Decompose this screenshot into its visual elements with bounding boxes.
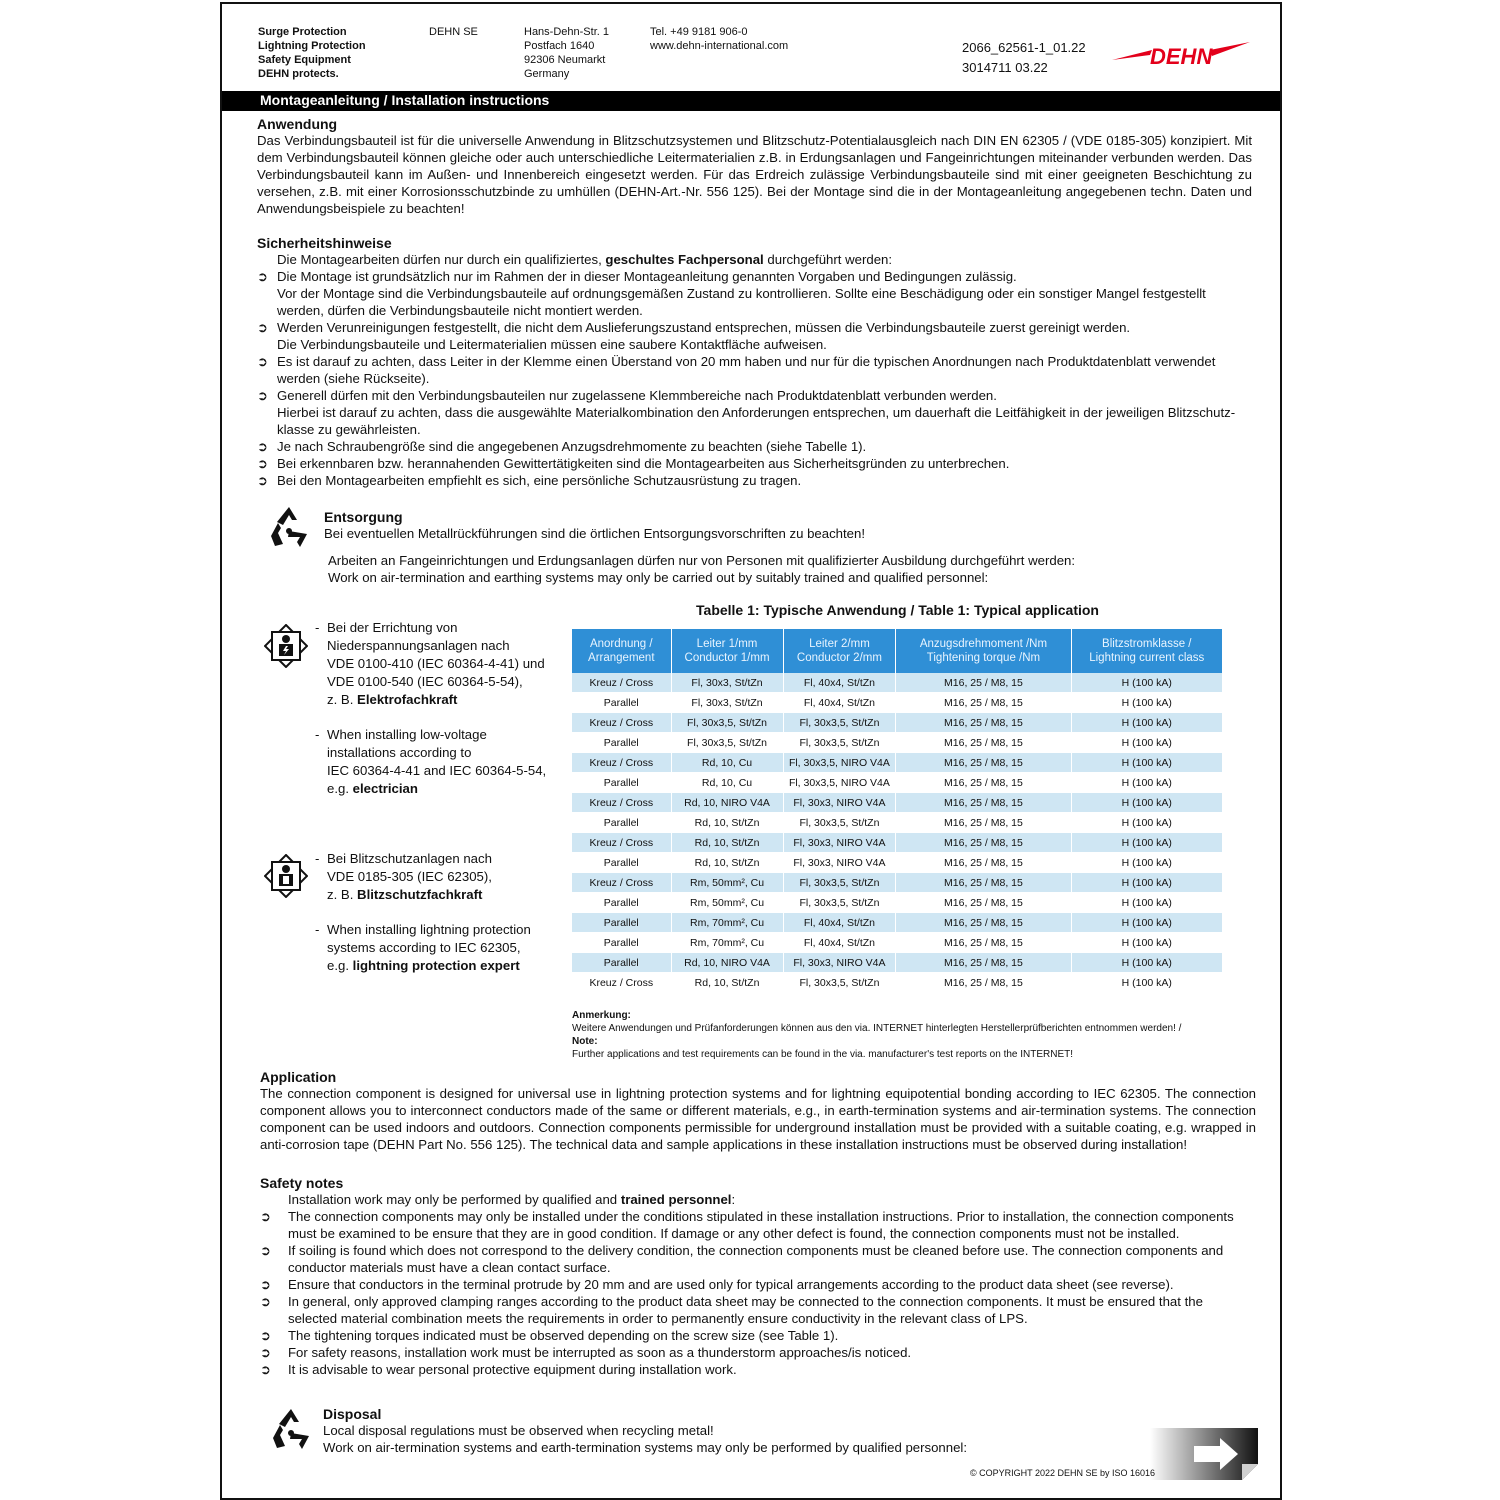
table-row (572, 953, 1223, 973)
table-cell: Rd, 10, NIRO V4A (671, 953, 783, 973)
header-tagline (258, 25, 366, 81)
header-line: Conductor 1/mm (684, 652, 770, 664)
table-cell: Parallel (572, 813, 671, 833)
de-safety-section (257, 235, 1252, 489)
arrow-bullet-icon: ➲ (257, 269, 268, 284)
table-cell: Fl, 30x3, NIRO V4A (783, 793, 896, 813)
header-line: Lightning current class (1089, 652, 1205, 664)
list-item (257, 387, 1252, 404)
address-line: Hans-Dehn-Str. 1 (524, 26, 609, 38)
table-cell: Kreuz / Cross (572, 793, 671, 813)
list-item (257, 319, 1252, 336)
table-cell: M16, 25 / M8, 15 (896, 673, 1071, 693)
table-cell: Parallel (572, 913, 671, 933)
arrow-bullet-icon: ➲ (260, 1294, 271, 1309)
personnel-line: Bei der Errichtung von (327, 620, 458, 635)
table-cell: H (100 kA) (1071, 913, 1222, 933)
en-disposal-section (323, 1406, 1143, 1456)
table-cell: Rd, 10, St/tZn (671, 813, 783, 833)
table-row (572, 773, 1223, 793)
arrow-bullet-icon: ➲ (257, 456, 268, 471)
logo-swoosh-right (1210, 42, 1250, 56)
table-cell: H (100 kA) (1071, 693, 1222, 713)
table-row (572, 793, 1223, 813)
table-row (572, 873, 1223, 893)
table-cell: Fl, 30x3,5, St/tZn (783, 873, 896, 893)
table-cell: Parallel (572, 893, 671, 913)
table-cell: Fl, 30x3,5, St/tZn (671, 733, 783, 753)
table-cell: Parallel (572, 733, 671, 753)
contact-web: www.dehn-international.com (650, 40, 789, 52)
tagline-line: DEHN protects. (258, 68, 339, 80)
application-table (572, 629, 1223, 993)
dash: - (315, 851, 320, 866)
table-cell: Kreuz / Cross (572, 873, 671, 893)
en-disposal-text: Local disposal regulations must be observed when recycling metal! (323, 1423, 714, 1438)
en-safety-section (260, 1175, 1256, 1378)
title-bar-text: Montageanleitung / Installation instructions (260, 92, 550, 108)
dehn-logo (1112, 34, 1252, 74)
table-row (572, 913, 1223, 933)
list-item (257, 336, 1252, 353)
logo-swoosh-left (1112, 50, 1152, 60)
table-cell: M16, 25 / M8, 15 (896, 973, 1071, 993)
table-cell: M16, 25 / M8, 15 (896, 713, 1071, 733)
address-line: 92306 Neumarkt (524, 54, 606, 66)
table-row (572, 973, 1223, 993)
arrow-bullet-icon: ➲ (257, 439, 268, 454)
contact-phone: Tel. +49 9181 906-0 (650, 26, 748, 38)
table-cell: Fl, 30x3,5, St/tZn (783, 713, 896, 733)
table-cell: M16, 25 / M8, 15 (896, 833, 1071, 853)
list-item-text: Je nach Schraubengröße sind die angegebenen Anzugsdrehmomente zu beachten (siehe Tabelle 1). (277, 439, 867, 454)
header-contact (650, 25, 788, 53)
table-cell: Fl, 40x4, St/tZn (783, 933, 896, 953)
list-item (257, 268, 1252, 285)
table-row (572, 753, 1223, 773)
logo-text: DEHN (1150, 44, 1213, 69)
de-application-heading: Anwendung (257, 116, 338, 132)
table-cell: Fl, 30x3, St/tZn (671, 693, 783, 713)
table-cell: Fl, 40x4, St/tZn (783, 913, 896, 933)
role-bold: Blitzschutzfachkraft (357, 887, 483, 902)
note-text: Weitere Anwendungen und Prüfanforderungen können aus den via. INTERNET hinterlegten Herstellerprüfberichten entnommen werden! / (572, 1023, 1182, 1034)
en-safety-heading: Safety notes (260, 1175, 344, 1191)
arrow-bullet-icon: ➲ (257, 354, 268, 369)
table-cell: Fl, 40x4, St/tZn (783, 673, 896, 693)
table-row (572, 713, 1223, 733)
header-line: Arrangement (588, 652, 655, 664)
role-bold: electrician (352, 781, 418, 796)
personnel-line: VDE 0185-305 (IEC 62305), (327, 869, 492, 884)
personnel-line: Bei Blitzschutzanlagen nach (327, 851, 492, 866)
doc-code: 3014711 03.22 (962, 60, 1048, 75)
table-cell: M16, 25 / M8, 15 (896, 933, 1071, 953)
table-cell: H (100 kA) (1071, 673, 1222, 693)
table-cell: Kreuz / Cross (572, 833, 671, 853)
dash: - (315, 727, 320, 742)
list-item (257, 404, 1252, 438)
table-cell: Kreuz / Cross (572, 713, 671, 733)
de-application-section (257, 116, 1252, 217)
table-row (572, 933, 1223, 953)
table-cell: Fl, 30x3,5, St/tZn (671, 713, 783, 733)
table-cell: M16, 25 / M8, 15 (896, 793, 1071, 813)
header-company: DEHN SE (429, 26, 478, 38)
en-application-heading: Application (260, 1069, 337, 1085)
table-cell: H (100 kA) (1071, 733, 1222, 753)
header-line: Tightening torque /Nm (926, 652, 1041, 664)
list-item-text: Generell dürfen mit den Verbindungsbauteilen nur zugelassene Klemmbereiche nach Produktdatenblatt verbunden werden. (277, 388, 997, 403)
en-qualified-note: Work on air-termination systems and earth-termination systems may only be performed by qualified personnel: (323, 1440, 968, 1455)
personnel-text (327, 850, 492, 904)
personnel-line: installations according to (327, 745, 472, 760)
table-cell: Fl, 30x3, NIRO V4A (783, 853, 896, 873)
personnel-line: When installing low-voltage (327, 727, 487, 742)
header-line: Conductor 2/mm (796, 652, 882, 664)
table-cell: H (100 kA) (1071, 773, 1222, 793)
table-cell: Fl, 30x3, NIRO V4A (783, 833, 896, 853)
table-cell: M16, 25 / M8, 15 (896, 753, 1071, 773)
arrow-bullet-icon: ➲ (257, 473, 268, 488)
list-item-text: Die Verbindungsbauteile und Leitermaterialien müssen eine saubere Kontaktfläche aufweisen. (277, 337, 827, 352)
personnel-block-de-1 (315, 619, 555, 709)
table-cell: Kreuz / Cross (572, 753, 671, 773)
personnel-text (327, 726, 546, 798)
table-cell: H (100 kA) (1071, 933, 1222, 953)
header-line: Blitzstromklasse / (1102, 638, 1192, 650)
table-cell: M16, 25 / M8, 15 (896, 693, 1071, 713)
table-cell: H (100 kA) (1071, 853, 1222, 873)
table-row (572, 853, 1223, 873)
de-application-text: Das Verbindungsbauteil ist für die universelle Anwendung in Blitzschutzsystemen und Blitzschutz-Potentialausgleich nach DIN EN 62305 / (VDE 0185-305) konzipiert. Mit dem Verbindungsbauteil können gleiche oder auch unterschiedliche Leitermaterialien z.B. in Erdungsanlagen und Fangeinrichtungen miteinander verbunden werden. Das Verbindungsbauteil kann im Außen- und Innenbereich eingesetzt werden. Für das Erdreich zulässige Verbindungsbauteile sind mit einer geeigneten Beschichtung zu versehen, z.B. mit einer Korrosionsschutzbinde zu umhüllen (DEHN-Art.-Nr. 556 125). Bei der Montage sind die in der Montageanleitung angegebenen techn. Daten und Anwendungsbeispiele zu beachten! (257, 133, 1252, 216)
arrow-bullet-icon: ➲ (260, 1345, 271, 1360)
table-header-cell (783, 629, 896, 673)
table-cell: M16, 25 / M8, 15 (896, 873, 1071, 893)
header-line: Leiter 1/mm (696, 638, 758, 650)
prefix: z. B. (327, 692, 358, 707)
intro-bold: trained personnel (620, 1192, 732, 1207)
list-item (260, 1293, 1236, 1327)
list-item-text: Werden Verunreinigungen festgestellt, die nicht dem Auslieferungszustand entsprechen, müssen die Verbindungsbauteile zuerst gereinigt werden. (277, 320, 1131, 335)
document-page (220, 2, 1282, 1500)
table-row (572, 813, 1223, 833)
table-cell: Parallel (572, 933, 671, 953)
table-cell: Rm, 70mm², Cu (671, 933, 783, 953)
personnel-line: VDE 0100-410 (IEC 60364-4-41) und (327, 656, 545, 671)
list-item (260, 1276, 1236, 1293)
de-safety-heading: Sicherheitshinweise (257, 235, 392, 251)
table-cell: Parallel (572, 853, 671, 873)
table-cell: M16, 25 / M8, 15 (896, 893, 1071, 913)
table-cell: Parallel (572, 953, 671, 973)
arrow-bullet-icon: ➲ (260, 1243, 271, 1258)
table-header-cell (572, 629, 671, 673)
table-title: Tabelle 1: Typische Anwendung / Table 1: Typical application (696, 602, 1099, 618)
recycle-icon (266, 504, 312, 550)
personnel-line: systems according to IEC 62305, (327, 940, 521, 955)
table-cell: Parallel (572, 773, 671, 793)
list-item (257, 438, 1252, 455)
list-item (260, 1344, 1236, 1361)
arrow-bullet-icon: ➲ (260, 1277, 271, 1292)
title-bar (222, 91, 1280, 111)
table-cell: Rm, 50mm², Cu (671, 873, 783, 893)
table-cell: H (100 kA) (1071, 753, 1222, 773)
table-row (572, 893, 1223, 913)
table-cell: H (100 kA) (1071, 833, 1222, 853)
table-cell: Fl, 30x3,5, St/tZn (783, 733, 896, 753)
tagline-line: Safety Equipment (258, 54, 351, 66)
prefix: e.g. (327, 958, 353, 973)
list-item-text: For safety reasons, installation work must be interrupted as soon as a thunderstorm approaches/is noticed. (288, 1345, 912, 1360)
electrician-icon (264, 624, 308, 668)
personnel-text (327, 921, 531, 975)
de-safety-intro (257, 251, 1252, 268)
table-cell: Fl, 30x3,5, NIRO V4A (783, 773, 896, 793)
table-cell: Fl, 30x3,5, St/tZn (783, 973, 896, 993)
de-disposal-heading: Entsorgung (324, 509, 403, 525)
table-cell: H (100 kA) (1071, 793, 1222, 813)
table-cell: H (100 kA) (1071, 973, 1222, 993)
table-cell: Fl, 30x3,5, NIRO V4A (783, 753, 896, 773)
personnel-line: When installing lightning protection (327, 922, 531, 937)
table-header-row (572, 629, 1223, 673)
application-table-wrap (572, 629, 1223, 993)
table-cell: M16, 25 / M8, 15 (896, 773, 1071, 793)
dash: - (315, 922, 320, 937)
table-cell: Kreuz / Cross (572, 973, 671, 993)
table-cell: Rd, 10, St/tZn (671, 853, 783, 873)
table-cell: Rd, 10, Cu (671, 773, 783, 793)
list-item-text: The tightening torques indicated must be observed depending on the screw size (see Table 1). (288, 1328, 839, 1343)
list-item-text: The connection components may only be installed under the conditions stipulated in these installation instructions. Prior to installation, the connection components must be examined to be ensure that they are in good condition. If damage or any other defect is found, the connection components must not be installed. (288, 1209, 1234, 1241)
table-header-cell (1071, 629, 1222, 673)
list-item (257, 285, 1252, 319)
arrow-bullet-icon: ➲ (260, 1328, 271, 1343)
intro-text: : (731, 1192, 736, 1207)
arrow-bullet-icon: ➲ (257, 320, 268, 335)
role-bold: lightning protection expert (352, 958, 520, 973)
list-item-text: It is advisable to wear personal protective equipment during installation work. (288, 1362, 737, 1377)
list-item (260, 1242, 1236, 1276)
list-item (257, 353, 1252, 387)
list-item-text: Bei erkennbaren bzw. herannahenden Gewittertätigkeiten sind die Montagearbeiten aus Sicherheitsgründen zu unterbrechen. (277, 456, 1010, 471)
intro-text: durchgeführt werden: (763, 252, 893, 267)
en-disposal-heading: Disposal (323, 1406, 382, 1422)
table-cell: Rd, 10, St/tZn (671, 973, 783, 993)
list-item-text: If soiling is found which does not correspond to the delivery condition, the connection components must be cleaned before use. The connection components and conductor materials must have a clean contact surface. (288, 1243, 1224, 1275)
table-cell: H (100 kA) (1071, 813, 1222, 833)
table-cell: Parallel (572, 693, 671, 713)
personnel-line: Niederspannungsanlagen nach (327, 638, 510, 653)
list-item-text: In general, only approved clamping ranges according to the product data sheet may be connected to the connection components. It must be ensured that the selected material combination meets the requirements in order to permanently ensure conductivity in the relevant class of LPS. (288, 1294, 1203, 1326)
intro-text: Die Montagearbeiten dürfen nur durch ein qualifiziertes, (277, 252, 606, 267)
arrow-bullet-icon: ➲ (260, 1209, 271, 1224)
page-turn-arrow-icon (1150, 1424, 1258, 1480)
en-safety-intro (260, 1191, 1256, 1208)
en-application-section (260, 1069, 1256, 1153)
qualified-note-en: Work on air-termination and earthing systems may only be carried out by suitably trained and qualified personnel: (328, 570, 989, 585)
arrow-bullet-icon: ➲ (257, 388, 268, 403)
table-row (572, 833, 1223, 853)
personnel-text (327, 619, 545, 709)
header-line: Leiter 2/mm (809, 638, 870, 650)
table-header-cell (671, 629, 783, 673)
note-label: Note: (572, 1036, 598, 1047)
table-cell: Fl, 30x3, NIRO V4A (783, 953, 896, 973)
en-application-text: The connection component is designed for universal use in lightning protection systems and for lightning equipotential bonding according to IEC 62305. The connection component allows you to interconnect conductors made of the same or different materials, e.g., in earth-termination systems and air-termination systems. The connection component can be used indoors and outdoors. Connection components permissible for underground installation must be provided with a suitable coating, e.g. wrapped in anti-corrosion tape (DEHN Part No. 556 125). The technical data and sample applications in these installation instructions must be observed during installation! (260, 1086, 1256, 1152)
address-line: Postfach 1640 (524, 40, 595, 52)
header-address (524, 25, 609, 81)
table-cell: H (100 kA) (1071, 893, 1222, 913)
header-line: Anordnung / (589, 638, 653, 650)
table-cell: Rd, 10, Cu (671, 753, 783, 773)
list-item-text: Hierbei ist darauf zu achten, dass die ausgewählte Materialkombination den Anforderungen entsprechen, um dauerhaft die Leitfähigkeit in der jeweiligen Blitzschutz-klasse zu gewährleisten. (277, 405, 1236, 437)
recycle-icon (268, 1406, 314, 1452)
prefix: e.g. (327, 781, 353, 796)
table-cell: Rd, 10, St/tZn (671, 833, 783, 853)
table-cell: Fl, 40x4, St/tZn (783, 693, 896, 713)
table-cell: H (100 kA) (1071, 873, 1222, 893)
doc-number: 2066_62561-1_01.22 (962, 40, 1086, 55)
tagline-line: Lightning Protection (258, 40, 366, 52)
personnel-line (327, 886, 492, 904)
de-disposal-section (324, 509, 1224, 542)
de-disposal-text: Bei eventuellen Metallrückführungen sind die örtlichen Entsorgungsvorschriften zu beachten! (324, 526, 866, 541)
table-cell: Rm, 70mm², Cu (671, 913, 783, 933)
header-line: Anzugsdrehmoment /Nm (919, 638, 1048, 650)
address-line: Germany (524, 68, 570, 80)
table-row (572, 673, 1223, 693)
list-item (260, 1361, 1236, 1378)
list-item (260, 1327, 1236, 1344)
personnel-line (327, 957, 531, 975)
arrow-bullet-icon: ➲ (260, 1362, 271, 1377)
intro-bold: geschultes Fachpersonal (605, 252, 764, 267)
table-row (572, 733, 1223, 753)
personnel-block-de-2 (315, 850, 555, 904)
table-cell: Fl, 30x3,5, St/tZn (783, 893, 896, 913)
personnel-line: VDE 0100-540 (IEC 60364-5-54), (327, 674, 523, 689)
prefix: z. B. (327, 887, 358, 902)
personnel-line: IEC 60364-4-41 and IEC 60364-5-54, (327, 763, 547, 778)
qualified-note-de: Arbeiten an Fangeinrichtungen und Erdungsanlagen dürfen nur von Personen mit qualifizierter Ausbildung durchgeführt werden: (328, 553, 1076, 568)
table-notes (572, 1009, 1252, 1061)
table-header-cell (896, 629, 1071, 673)
list-item-text: Es ist darauf zu achten, dass Leiter in der Klemme einen Überstand von 20 mm haben und nur für die typischen Anordnungen nach Produktdatenblatt verwendet werden (siehe Rückseite). (277, 354, 1216, 386)
lightning-expert-icon (264, 854, 308, 898)
table-cell: H (100 kA) (1071, 713, 1222, 733)
intro-text: Installation work may only be performed by qualified and (288, 1192, 621, 1207)
list-item-text: Bei den Montagearbeiten empfiehlt es sich, eine persönliche Schutzausrüstung zu tragen. (277, 473, 802, 488)
table-cell: Rd, 10, NIRO V4A (671, 793, 783, 813)
table-cell: M16, 25 / M8, 15 (896, 813, 1071, 833)
list-item-text: Vor der Montage sind die Verbindungsbauteile auf ordnungsgemäßen Zustand zu kontrollieren. Sollte eine Beschädigung oder ein sonstiger Mangel festgestellt werden, dürfen die Verbindungsbauteile nicht montiert werden. (277, 286, 1206, 318)
table-cell: M16, 25 / M8, 15 (896, 853, 1071, 873)
table-cell: M16, 25 / M8, 15 (896, 913, 1071, 933)
table-cell: H (100 kA) (1071, 953, 1222, 973)
table-cell: Fl, 30x3,5, St/tZn (783, 813, 896, 833)
table-row (572, 693, 1223, 713)
de-safety-list (257, 268, 1252, 489)
en-safety-list (260, 1208, 1256, 1378)
list-item (257, 455, 1252, 472)
note-label: Anmerkung: (572, 1010, 631, 1021)
table-cell: M16, 25 / M8, 15 (896, 733, 1071, 753)
dash: - (315, 620, 320, 635)
table-cell: Kreuz / Cross (572, 673, 671, 693)
role-bold: Elektrofachkraft (357, 692, 458, 707)
personnel-block-en-1 (315, 726, 555, 798)
table-cell: Fl, 30x3, St/tZn (671, 673, 783, 693)
copyright: © COPYRIGHT 2022 DEHN SE by ISO 16016 (970, 1468, 1156, 1478)
personnel-block-en-2 (315, 921, 555, 975)
personnel-line (327, 780, 546, 798)
table-cell: M16, 25 / M8, 15 (896, 953, 1071, 973)
table-cell: Rm, 50mm², Cu (671, 893, 783, 913)
note-text: Further applications and test requirements can be found in the via. manufacturer's test reports on the INTERNET! (572, 1049, 1074, 1060)
list-item-text: Ensure that conductors in the terminal protrude by 20 mm and are used only for typical arrangements according to the product data sheet (see reverse). (288, 1277, 1174, 1292)
personnel-line (327, 691, 545, 709)
tagline-line: Surge Protection (258, 26, 347, 38)
list-item (257, 472, 1252, 489)
list-item-text: Die Montage ist grundsätzlich nur im Rahmen der in dieser Montageanleitung genannten Vorgaben und Bedingungen zulässig. (277, 269, 1017, 284)
list-item (260, 1208, 1236, 1242)
